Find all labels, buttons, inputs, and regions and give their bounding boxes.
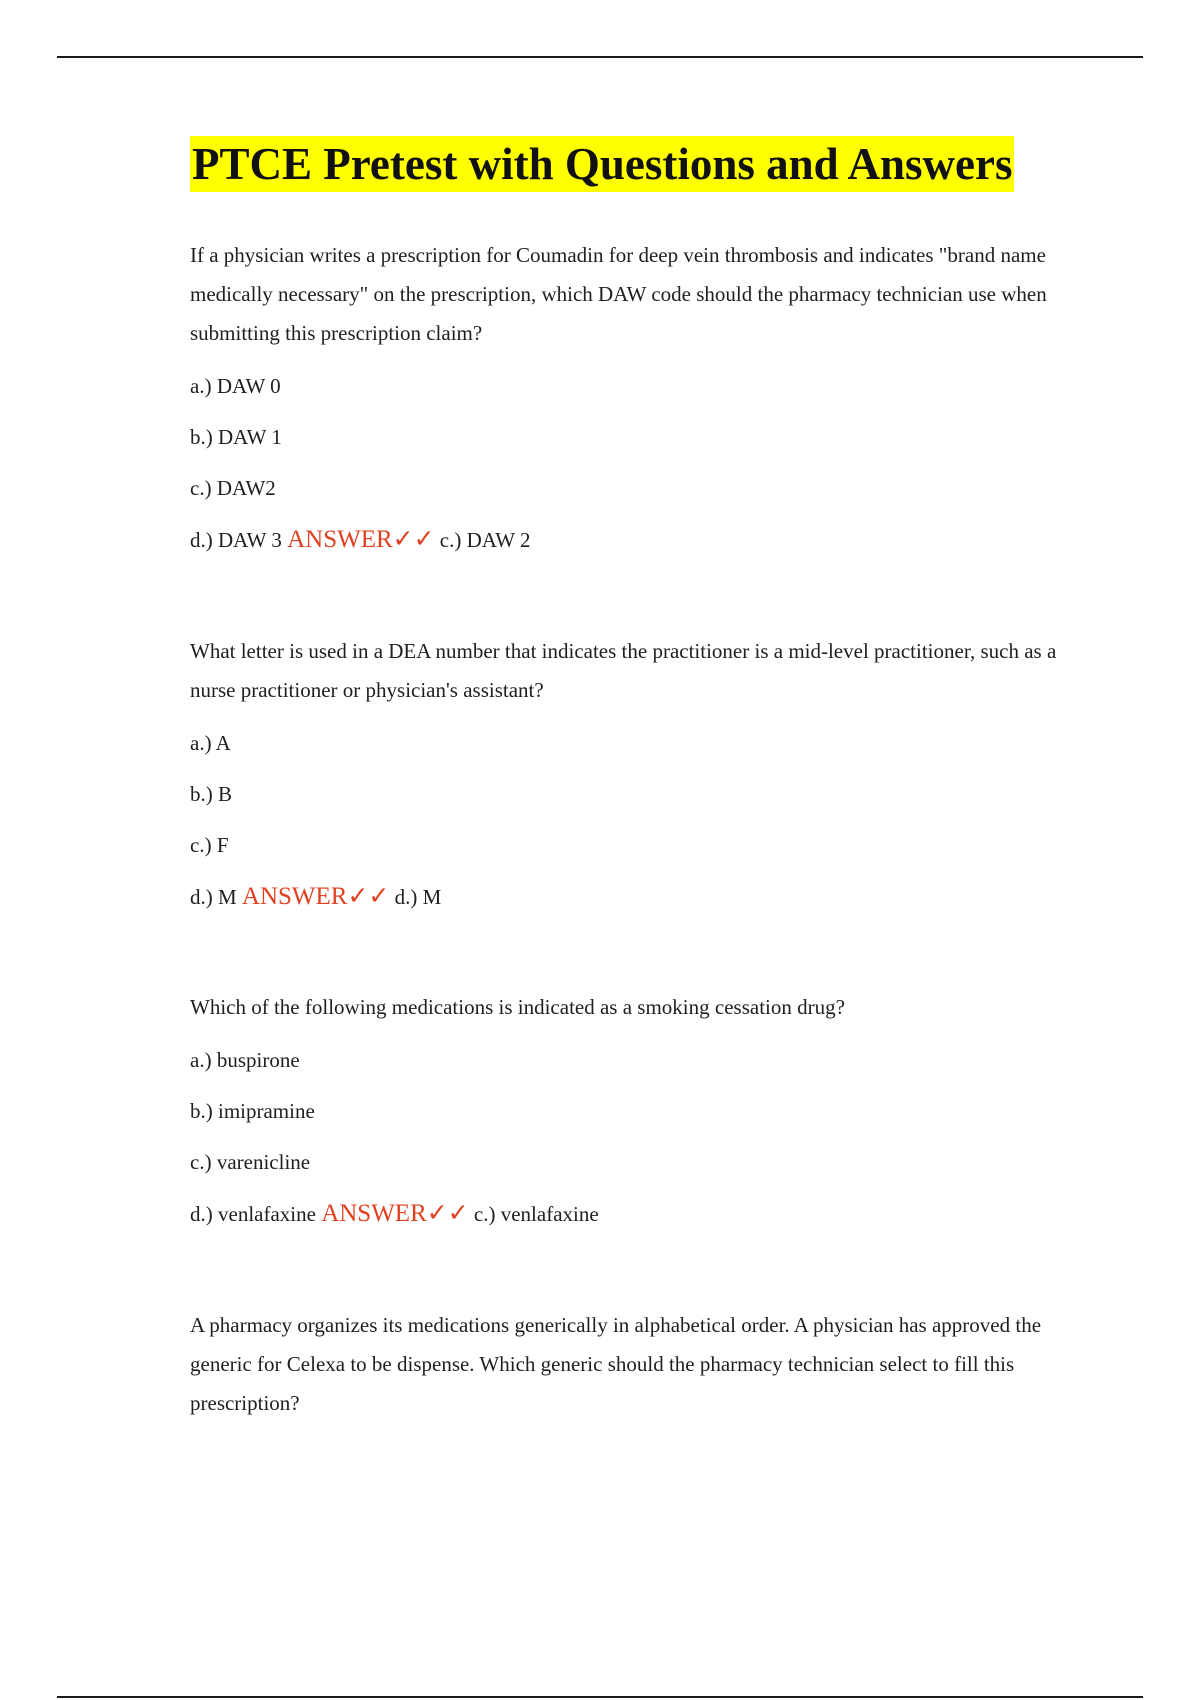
option-d: d.) M [190, 885, 237, 909]
title-block [190, 136, 1014, 192]
answer-value: c.) venlafaxine [473, 1202, 599, 1226]
question-text: If a physician writes a prescription for Coumadin for deep vein thrombosis and indicates "brand name medically necessary" on the prescription, which DAW code should the pharmacy technician use when submitting this prescription claim? [190, 243, 1047, 345]
top-rule [57, 56, 1143, 58]
option-d-with-answer [190, 514, 1070, 565]
option-b: b.) B [190, 782, 232, 806]
question-text: What letter is used in a DEA number that indicates the practitioner is a mid-level practitioner, such as a nurse practitioner or physician's assistant? [190, 639, 1057, 702]
option-d: d.) venlafaxine [190, 1202, 316, 1226]
answer-value: c.) DAW 2 [439, 528, 531, 552]
option-b: b.) imipramine [190, 1099, 315, 1123]
option-c: c.) DAW2 [190, 476, 276, 500]
answer-label: ANSWER✓✓ [287, 526, 435, 553]
question-3 [190, 988, 1070, 1239]
answer-label: ANSWER✓✓ [321, 1200, 469, 1227]
option-b: b.) DAW 1 [190, 425, 282, 449]
bottom-rule [57, 1696, 1143, 1698]
option-a: a.) A [190, 731, 231, 755]
option-c: c.) F [190, 833, 229, 857]
option-a: a.) buspirone [190, 1048, 300, 1072]
question-text: A pharmacy organizes its medications generically in alphabetical order. A physician has approved the generic for Celexa to be dispense. Which generic should the pharmacy technician select to fill this prescription? [190, 1313, 1042, 1415]
question-2 [190, 632, 1070, 922]
answer-label: ANSWER✓✓ [241, 883, 390, 910]
option-d-with-answer [190, 1188, 1070, 1239]
option-a: a.) DAW 0 [190, 374, 281, 398]
question-1 [190, 236, 1070, 565]
question-4 [190, 1306, 1070, 1423]
option-d: d.) DAW 3 [190, 528, 282, 552]
question-text: Which of the following medications is indicated as a smoking cessation drug? [190, 995, 845, 1019]
answer-value: d.) M [394, 885, 442, 909]
page-title: PTCE Pretest with Questions and Answers [190, 136, 1014, 192]
option-c: c.) varenicline [190, 1150, 311, 1174]
option-d-with-answer [190, 871, 1070, 922]
